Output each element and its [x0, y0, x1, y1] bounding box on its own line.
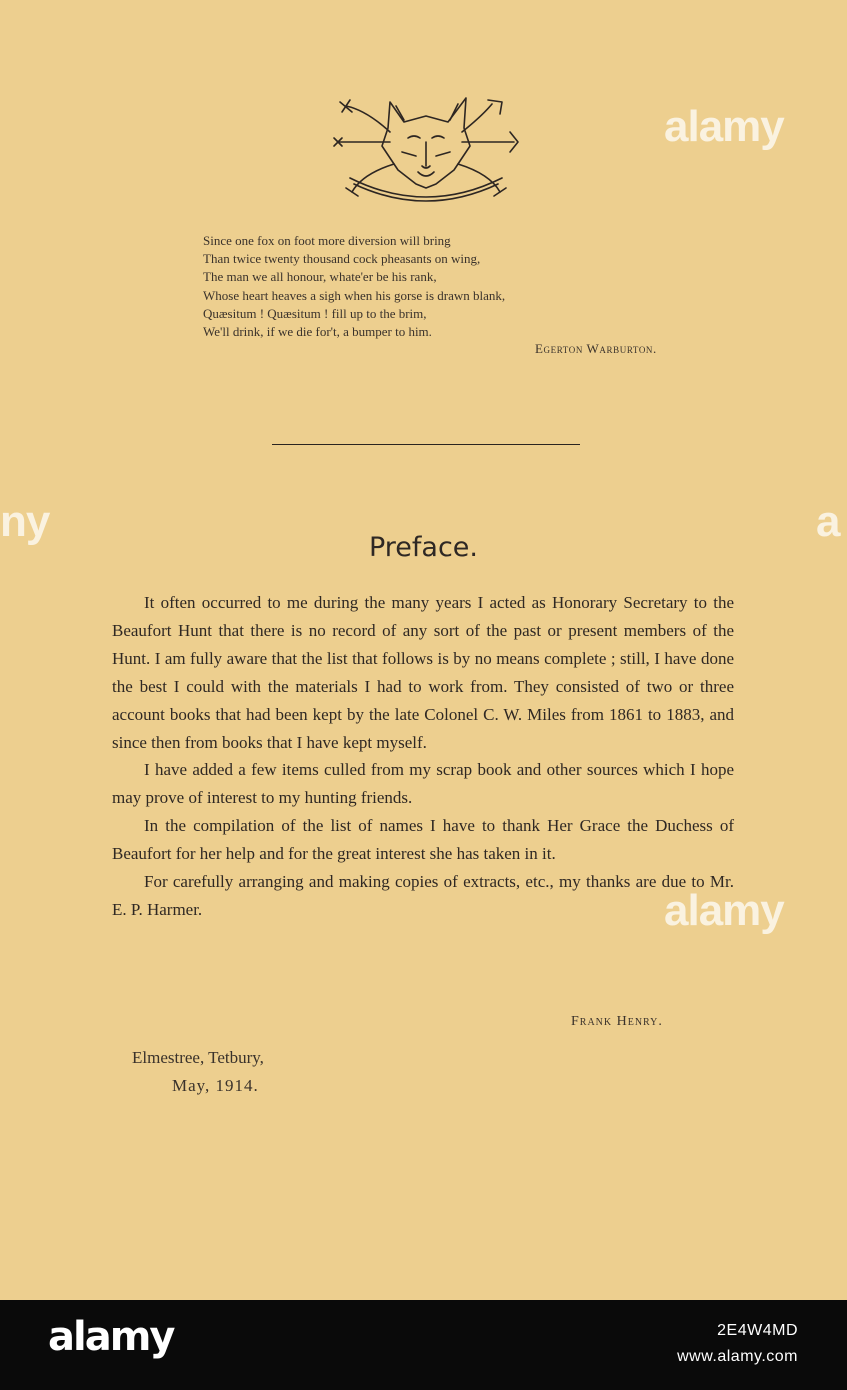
page-title: Preface. [368, 532, 478, 563]
poem-author: Egerton Warburton. [535, 341, 657, 356]
preface-paragraph: It often occurred to me during the many years I acted as Honorary Secretary to the Beaufort Hunt that there is no record of any sort of the past or present members of the Hunt. I am fully aware that the list that follows is by no means complete ; still, I have done the best I could with the materials I had to work from. They consisted of two or three account books that had been kept by the late Colonel C. W. Miles from 1861 to 1883, and since then from books that I have kept myself. [112, 593, 734, 752]
watermark: alamy [664, 102, 784, 151]
preface-paragraph: I have added a few items culled from my scrap book and other sources which I hope may prove of interest to my hunting friends. [112, 760, 734, 808]
preface-body [112, 589, 734, 924]
fox-mask-emblem [332, 92, 520, 204]
epigraph-poem [203, 232, 743, 356]
date-line: May, 1914. [172, 1076, 259, 1095]
site-url: www.alamy.com [677, 1348, 798, 1365]
poem-line: Since one fox on foot more diversion will bring [203, 233, 451, 248]
section-divider [272, 444, 580, 445]
stock-footer-bar [0, 1300, 847, 1390]
preface-paragraph: In the compilation of the list of names I have to thank Her Grace the Duchess of Beaufort for her help and for the great interest she has taken in it. [112, 816, 734, 864]
place-line: Elmestree, Tetbury, [132, 1048, 264, 1067]
watermark: alamy [664, 886, 784, 935]
preface-paragraph: For carefully arranging and making copies of extracts, etc., my thanks are due to Mr. E. P. Harmer. [112, 872, 734, 919]
image-id: 2E4W4MD [717, 1322, 798, 1339]
poem-line: Whose heart heaves a sigh when his gorse is drawn blank, [203, 287, 506, 303]
author-signature: Frank Henry. [571, 1014, 663, 1029]
poem-line: We'll drink, if we die for't, a bumper to him. [203, 324, 432, 340]
poem-line: The man we all honour, whate'er be his rank, [203, 269, 437, 285]
alamy-logo: alamy [48, 1314, 174, 1360]
poem-line: Than twice twenty thousand cock pheasants on wing, [203, 251, 481, 267]
watermark-fragment: a [816, 497, 840, 546]
watermark-fragment: ny [0, 497, 50, 546]
poem-line: Quæsitum ! Quæsitum ! fill up to the brim, [203, 305, 427, 321]
